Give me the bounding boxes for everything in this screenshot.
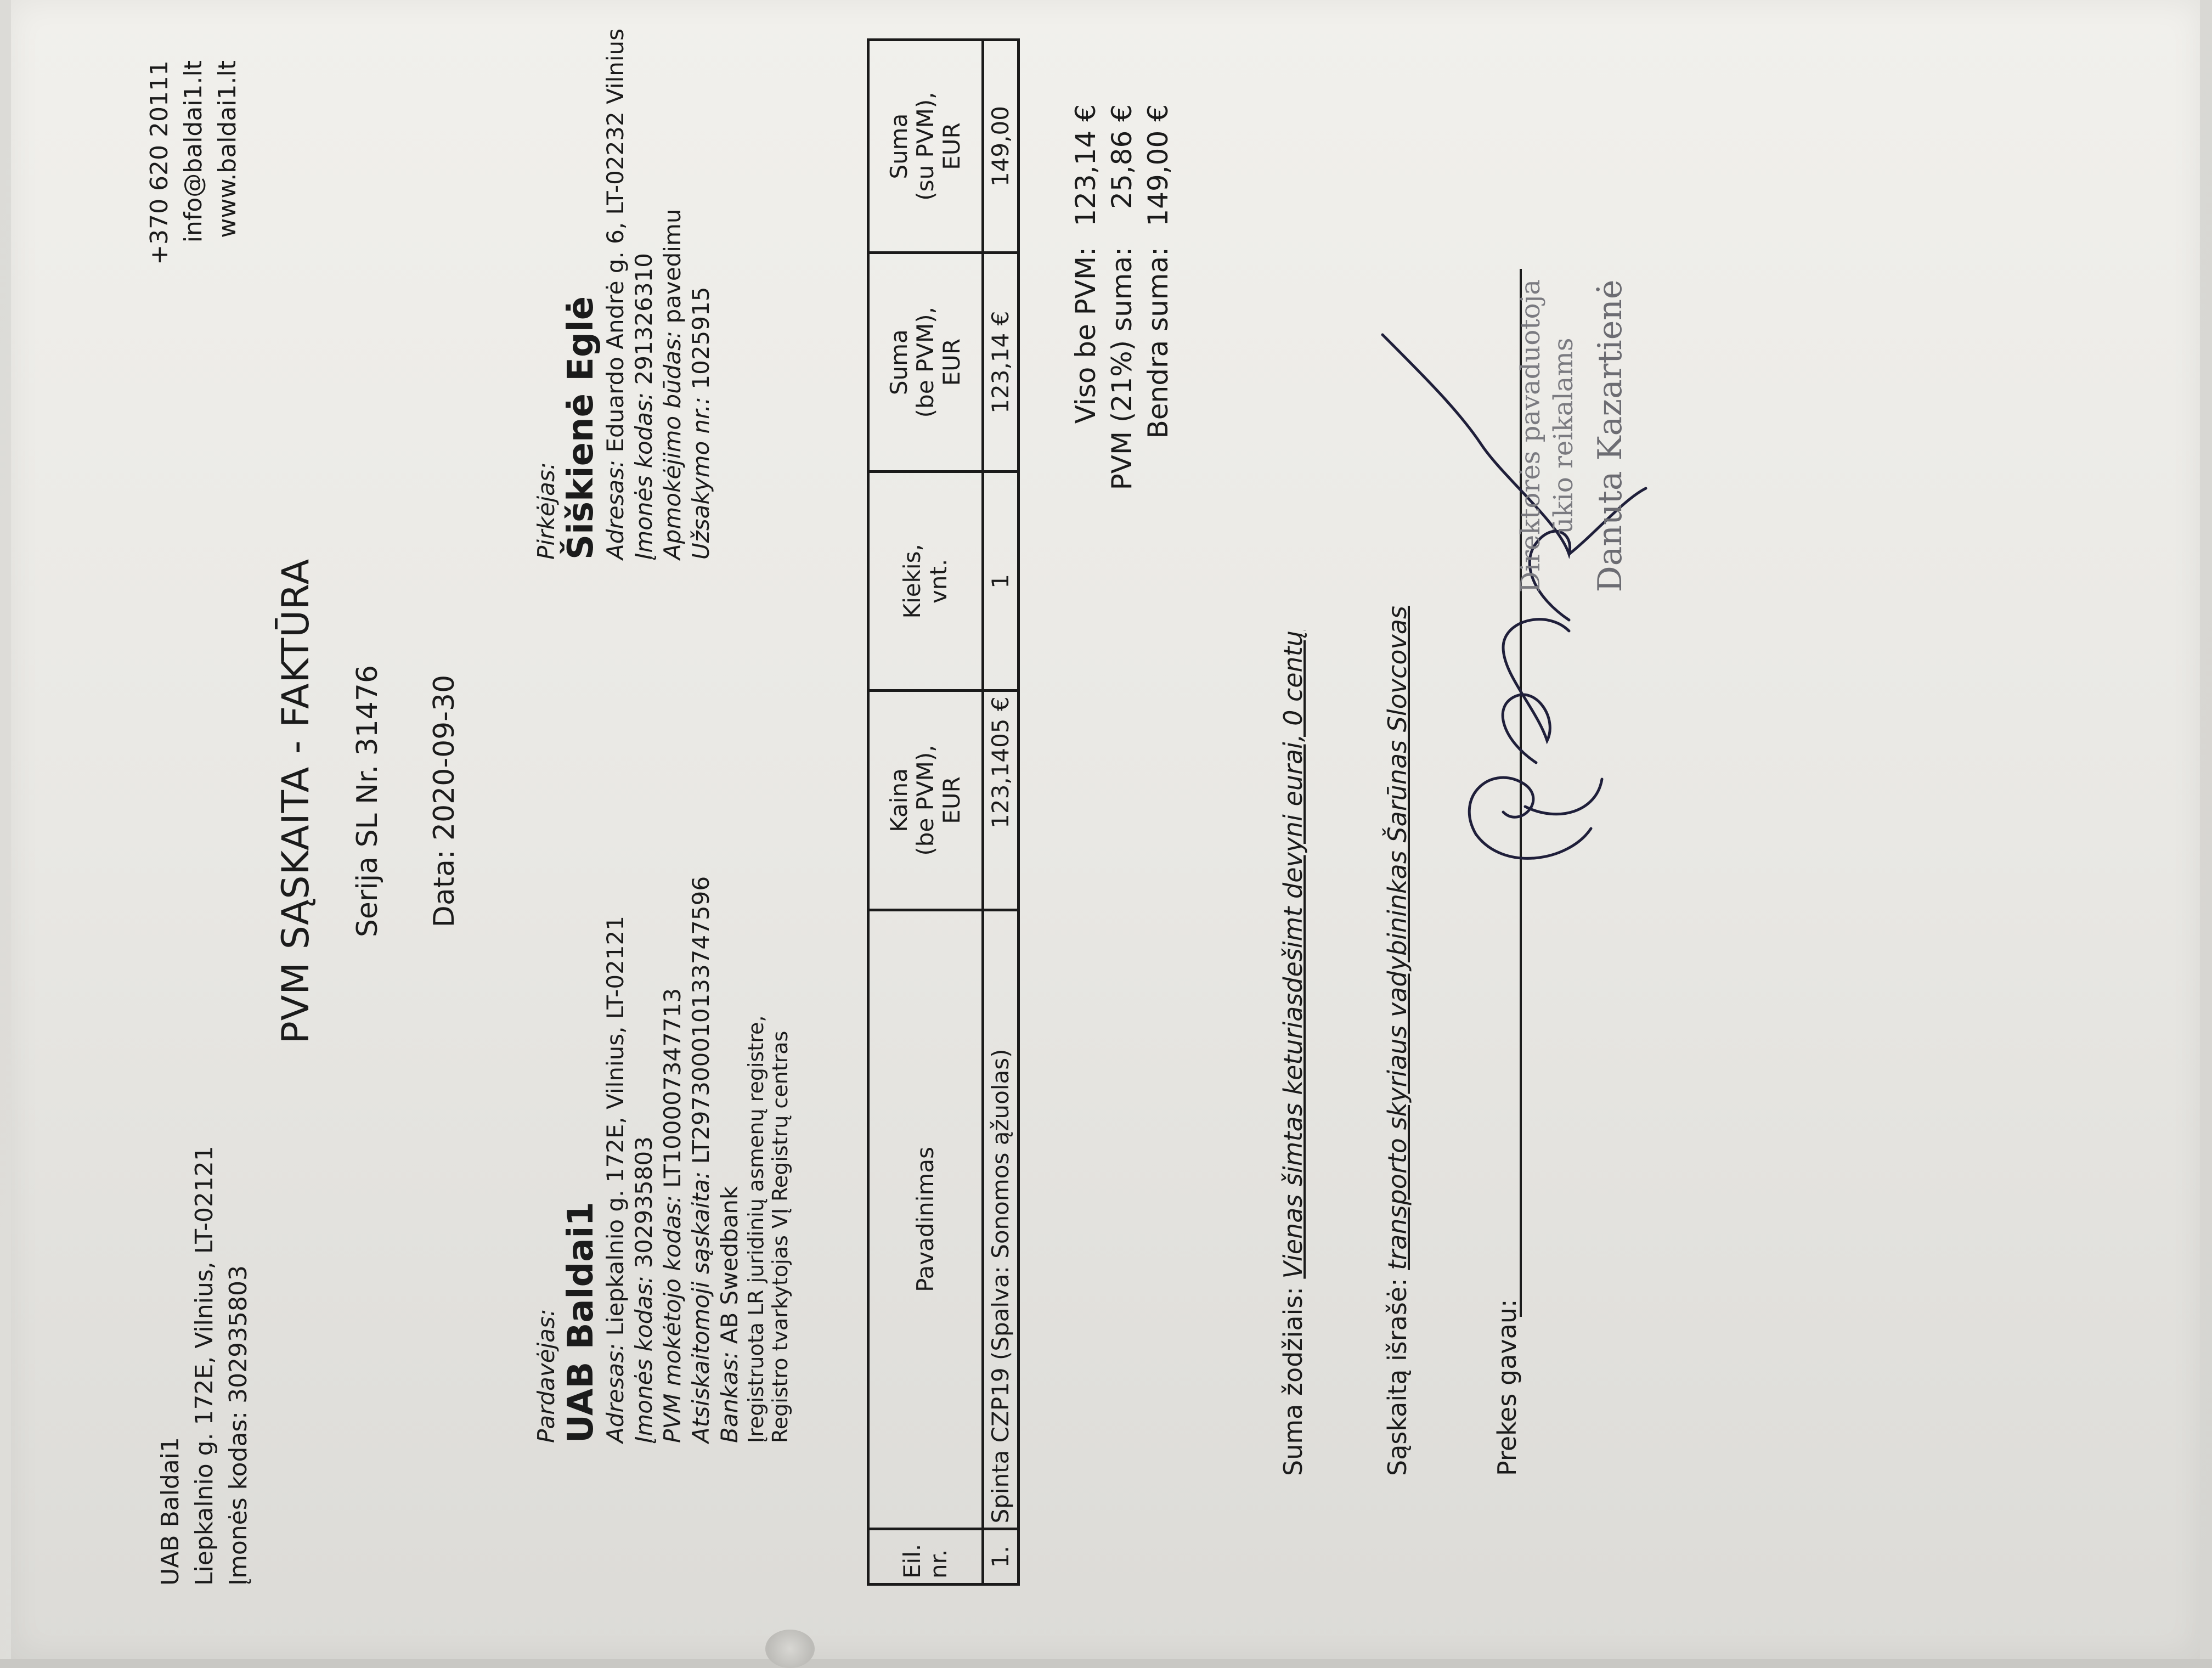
issued-by-value: transporto skyriaus vadybininkas Šarūnas Slovcovas [1383, 606, 1412, 1270]
invoice-series: Serija SL Nr. 31476 [351, 664, 384, 938]
invoice-document [110, 0, 1629, 1624]
seller-code: 302935803 [630, 1136, 657, 1269]
amount-in-words [1278, 630, 1308, 1476]
seller-vat: LT100007347713 [659, 988, 686, 1188]
contacts-block [143, 60, 245, 265]
header-price: Kaina (be PVM), EUR [868, 691, 983, 910]
amount-in-words-label: Suma žodžiais: [1278, 1287, 1308, 1476]
contact-email: info@baldai1.lt [179, 60, 207, 243]
buyer-payment-label: Apmokėjimo būdas: [659, 330, 686, 560]
punch-hole [765, 1630, 815, 1668]
company-code: Įmonės kodas: 302935803 [224, 1265, 252, 1586]
buyer-address: Eduardo Andrė g. 6, LT-02232 Vilnius [602, 28, 629, 453]
row-qty: 1 [983, 472, 1019, 691]
buyer-name: Šiškienė Eglė [561, 296, 601, 560]
seller-address-label: Adresas: [602, 1343, 629, 1443]
invoice-title: PVM SĄSKAITA - FAKTŪRA [274, 558, 318, 1044]
header-sum-gross: Suma (su PVM), EUR [868, 40, 983, 253]
row-sum: 123,14 € [983, 253, 1019, 472]
seller-account-label: Atsiskaitomoji sąskaita: [687, 1171, 714, 1443]
row-price: 123,1405 € [983, 691, 1019, 910]
header-sum-net: Suma (be PVM), EUR [868, 253, 983, 472]
items-table [867, 38, 1020, 1586]
contact-phone: +370 620 20111 [145, 60, 173, 265]
seller-name: UAB Baldai1 [561, 1202, 601, 1443]
header-qty: Kiekis, vnt. [868, 472, 983, 691]
buyer-code: 291326310 [630, 253, 657, 385]
row-total: 149,00 [983, 40, 1019, 253]
seller-label: Pardavėjas: [533, 1309, 560, 1443]
goods-received-label: Prekes gavau: [1492, 1299, 1522, 1476]
header-nr: Eil. nr. [868, 1529, 983, 1585]
buyer-label: Pirkėjas: [533, 462, 560, 560]
seller-code-label: Įmonės kodas: [630, 1275, 657, 1443]
official-stamp [1514, 279, 1629, 593]
invoice-date: Data: 2020-09-30 [428, 674, 461, 928]
seller-account: LT297300010133747596 [687, 876, 714, 1164]
seller-address: Liepkalnio g. 172E, Vilnius, LT-02121 [602, 916, 629, 1336]
table-header-row [868, 40, 983, 1585]
total-vat-value: 25,86 € [1106, 104, 1138, 209]
company-address: Liepkalnio g. 172E, Vilnius, LT-02121 [190, 1146, 218, 1586]
total-vat-label: PVM (21%) suma: [1106, 247, 1138, 491]
stamp-line-1: Direktorės pavaduotoja [1515, 279, 1546, 593]
buyer-code-label: Įmonės kodas: [630, 392, 657, 560]
goods-received [1492, 1299, 1522, 1476]
total-net-label: Viso be PVM: [1070, 247, 1102, 424]
header-name: Pavadinimas [868, 910, 983, 1529]
row-name: Spinta CZP19 (Spalva: Sonomos ąžuolas) [983, 910, 1019, 1529]
amount-in-words-value: Vienas šimtas keturiasdešimt devyni eurai, 0 centų [1278, 630, 1308, 1279]
seller-registration-1: Įregistruota LR juridinių asmenų registre, [744, 1015, 768, 1443]
totals-block [1070, 104, 1178, 631]
total-grand-value: 149,00 € [1142, 104, 1174, 227]
total-grand-label: Bendra suma: [1142, 247, 1174, 439]
seller-block [532, 876, 792, 1443]
buyer-payment: pavedimu [659, 208, 686, 324]
seller-vat-label: PVM mokėtojo kodas: [659, 1195, 686, 1443]
seller-registration-2: Registro tvarkytojas VĮ Registrų centras [768, 1030, 792, 1443]
seller-bank: AB Swedbank [716, 1186, 743, 1344]
stamp-line-2: ūkio reikalams [1548, 337, 1579, 534]
company-name: UAB Baldai1 [156, 1437, 184, 1586]
table-row [983, 40, 1019, 1585]
buyer-address-label: Adresas: [602, 459, 629, 560]
contact-web: www.baldai1.lt [213, 60, 241, 238]
buyer-order-label: Užsakymo nr.: [687, 396, 714, 560]
buyer-block [532, 29, 715, 560]
buyer-order: 1025915 [687, 286, 714, 390]
total-net-value: 123,14 € [1070, 104, 1102, 227]
row-nr: 1. [983, 1529, 1019, 1585]
issued-by-label: Sąskaitą išrašė: [1383, 1278, 1412, 1476]
company-header [154, 1146, 256, 1586]
stamp-line-3: Danuta Kazartienė [1591, 279, 1629, 593]
seller-bank-label: Bankas: [716, 1351, 743, 1443]
